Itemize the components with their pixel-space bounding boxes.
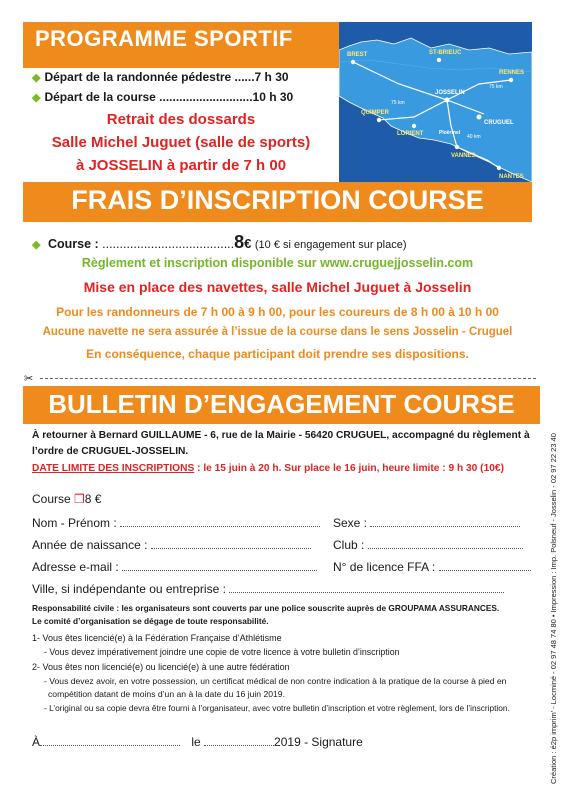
map-city: NANTES (499, 174, 524, 180)
deadline (32, 463, 504, 474)
scissors-icon: ✂ (24, 373, 34, 385)
map-city: ST-BRIEUC (429, 50, 462, 56)
fees-banner (23, 182, 532, 222)
diamond-bullet-icon: ◆ (32, 72, 41, 84)
shuttle-line-1: Pour les randonneurs de 7 h 00 à 9 h 00, pour les coureurs de 8 h 00 à 10 h 00 (56, 305, 499, 319)
map-city: CRUGUEL (484, 120, 514, 126)
licence-field[interactable]: N° de licence FFA : (333, 560, 531, 574)
city-line[interactable] (229, 584, 504, 593)
name-field[interactable]: Nom - Prénom : (32, 516, 320, 530)
date-line[interactable] (204, 737, 274, 746)
name-line[interactable] (120, 518, 320, 527)
place-line[interactable] (40, 737, 180, 746)
sex-field[interactable]: Sexe : (333, 516, 520, 530)
map-distance: 75 km (489, 84, 503, 90)
map-city: Ploërmel (439, 130, 461, 136)
case2-text-3: - L’original ou sa copie devra être fourni à l’organisateur, avec votre bulletin d’inscription et votre règlement, lors de l’inscription. (44, 703, 510, 713)
print-credits: Création : é2p imprim’ - Locminé - 02 97 48 74 80 • Impression : Imp. Polsneuf - Josselin - 02 97 22 23 40 (549, 433, 558, 784)
deadline-label: DATE LIMITE DES INSCRIPTIONS (32, 463, 195, 474)
pickup-line-2: Salle Michel Juguet (salle de sports) (51, 134, 311, 151)
case1-text: - Vous devez impérativement joindre une copie de votre licence à votre bulletin d’inscription (44, 647, 400, 657)
case2-text-1: - Vous devez avoir, en votre possession, un certificat médical de non contre indication à la pratique de la course à pied en (44, 676, 507, 686)
bulletin-banner (23, 386, 540, 424)
map-city: RENNES (499, 70, 525, 76)
club-field[interactable]: Club : (333, 538, 523, 552)
liability-1: Responsabilité civile : les organisateurs sont couverts par une police souscrite auprès de GROUPAMA ASSURANCES. (32, 603, 500, 613)
fee-course-row: ◆ Course : ......................................8€ (10 € si engagement sur place) (32, 232, 407, 252)
fee-price: 8 (234, 232, 245, 252)
course-choice[interactable]: Course ❒8 € (32, 492, 102, 506)
brittany-map (339, 22, 532, 182)
map-distance: 75 km (391, 100, 405, 106)
cut-line (40, 378, 536, 379)
shuttle-title: Mise en place des navettes, salle Michel Juguet à Josselin (83, 279, 472, 295)
map-city: QUIMPER (361, 110, 390, 116)
online-registration: Règlement et inscription disponible sur www.cruguejjosselin.com (81, 256, 474, 270)
pickup-line-1: Retrait des dossards (106, 111, 256, 128)
licence-line[interactable] (439, 562, 531, 571)
schedule-walk: ◆ Départ de la randonnée pédestre ......7 h 30 (32, 70, 289, 84)
schedule-race: ◆ Départ de la course ............................10 h 30 (32, 90, 294, 104)
programme-title: PROGRAMME SPORTIF (35, 26, 293, 51)
map-city: VANNES (451, 153, 476, 159)
case1-title: 1- Vous êtes licencié(e) à la Fédération Française d’Athlétisme (32, 633, 282, 643)
return-address-2: l’ordre de CRUGUEL-JOSSELIN. (32, 446, 189, 457)
map-city: LORIENT (397, 131, 424, 137)
email-field[interactable]: Adresse e-mail : (32, 560, 317, 574)
map-city: BREST (347, 52, 368, 58)
map-graphic (339, 22, 532, 182)
deadline-text: : le 15 juin à 20 h. Sur place le 16 juin, heure limite : 9 h 30 (10€) (194, 463, 504, 474)
pickup-line-3: à JOSSELIN à partir de 7 h 00 (75, 157, 287, 174)
map-city: JOSSELIN (435, 90, 465, 96)
signature-row[interactable]: À le 2019 - Signature (32, 735, 363, 749)
club-line[interactable] (368, 540, 523, 549)
diamond-bullet-icon: ◆ (32, 239, 41, 251)
map-distance: 40 km (467, 134, 481, 140)
liability-2: Le comité d’organisation se dégage de toute responsabilité. (32, 616, 269, 626)
email-line[interactable] (122, 562, 317, 571)
diamond-bullet-icon: ◆ (32, 92, 41, 104)
case2-title: 2- Vous êtes non licencié(e) ou licencié(e) à une autre fédération (32, 662, 290, 672)
shuttle-line-3: En conséquence, chaque participant doit prendre ses dispositions. (86, 347, 469, 361)
birth-field[interactable]: Année de naissance : (32, 538, 311, 552)
fee-note: (10 € si engagement sur place) (254, 239, 407, 251)
city-field[interactable]: Ville, si indépendante ou entreprise : (32, 582, 504, 596)
sex-line[interactable] (370, 518, 520, 527)
birth-line[interactable] (151, 540, 311, 549)
case2-text-2: compétition datant de moins d’un an à la date du 16 juin 2019. (48, 689, 285, 699)
fees-title: FRAIS D’INSCRIPTION COURSE (71, 185, 484, 215)
return-address-1: À retourner à Bernard GUILLAUME - 6, rue de la Mairie - 56420 CRUGUEL, accompagné du règlement à (32, 430, 530, 441)
bulletin-title: BULLETIN D’ENGAGEMENT COURSE (48, 389, 515, 419)
programme-banner (23, 22, 339, 68)
checkbox-icon[interactable]: ❒ (74, 492, 85, 506)
shuttle-line-2: Aucune navette ne sera assurée à l’issue de la course dans le sens Josselin - Cruguel (42, 326, 513, 338)
